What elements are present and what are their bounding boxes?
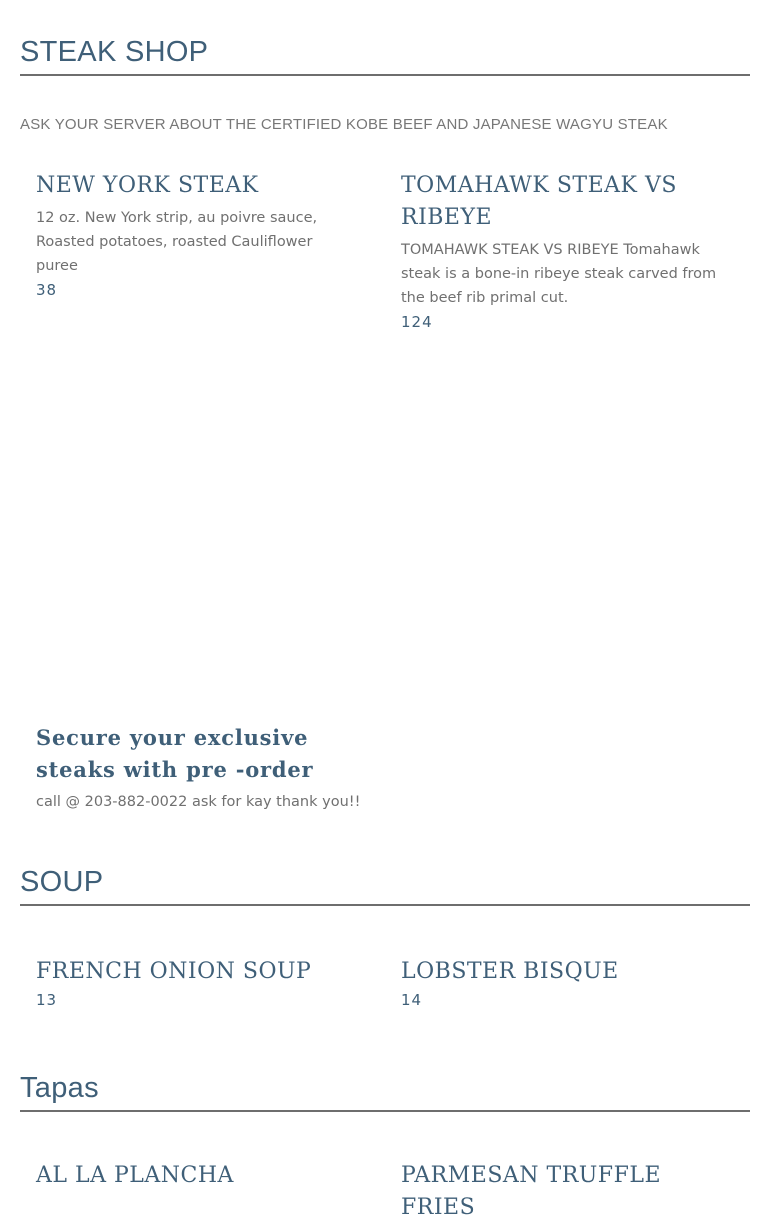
menu-item-name: LOBSTER BISQUE bbox=[401, 959, 619, 984]
section-note: ASK YOUR SERVER ABOUT THE CERTIFIED KOBE BEEF AND JAPANESE WAGYU STEAK bbox=[20, 116, 668, 133]
promo-contact-text: call @ 203-882-0022 ask for kay thank you!! bbox=[36, 794, 361, 810]
menu-item bbox=[36, 956, 356, 1011]
menu-item bbox=[36, 1160, 356, 1192]
section-title-tapas: Tapas bbox=[20, 1072, 99, 1104]
menu-item-name: NEW YORK STEAK bbox=[36, 173, 259, 198]
menu-item-name: AL LA PLANCHA bbox=[36, 1163, 234, 1188]
menu-item-description: TOMAHAWK STEAK VS RIBEYE Tomahawk steak is a bone-in ribeye steak carved from the beef rib primal cut. bbox=[401, 242, 717, 306]
menu-item bbox=[401, 170, 731, 333]
menu-item-price: 38 bbox=[36, 281, 58, 299]
menu-item bbox=[401, 956, 721, 1011]
section-divider bbox=[20, 1110, 750, 1112]
menu-item-description: 12 oz. New York strip, au poivre sauce, Roasted potatoes, roasted Cauliflower puree bbox=[36, 210, 318, 274]
menu-item-name: TOMAHAWK STEAK VS RIBEYE bbox=[401, 173, 677, 230]
pre-order-promo bbox=[36, 722, 366, 812]
section-divider bbox=[20, 904, 750, 906]
menu-item-price: 13 bbox=[36, 991, 58, 1009]
menu-item-name: FRENCH ONION SOUP bbox=[36, 959, 312, 984]
section-title-steak-shop: STEAK SHOP bbox=[20, 36, 209, 68]
menu-item bbox=[401, 1160, 731, 1224]
section-divider bbox=[20, 74, 750, 76]
promo-title: Secure your exclusive steaks with pre -order bbox=[36, 725, 314, 782]
menu-item-name: PARMESAN TRUFFLE FRIES bbox=[401, 1163, 662, 1220]
section-title-soup: SOUP bbox=[20, 866, 104, 898]
menu-item-price: 14 bbox=[401, 991, 423, 1009]
menu-item bbox=[36, 170, 356, 301]
menu-item-price: 124 bbox=[401, 313, 433, 331]
